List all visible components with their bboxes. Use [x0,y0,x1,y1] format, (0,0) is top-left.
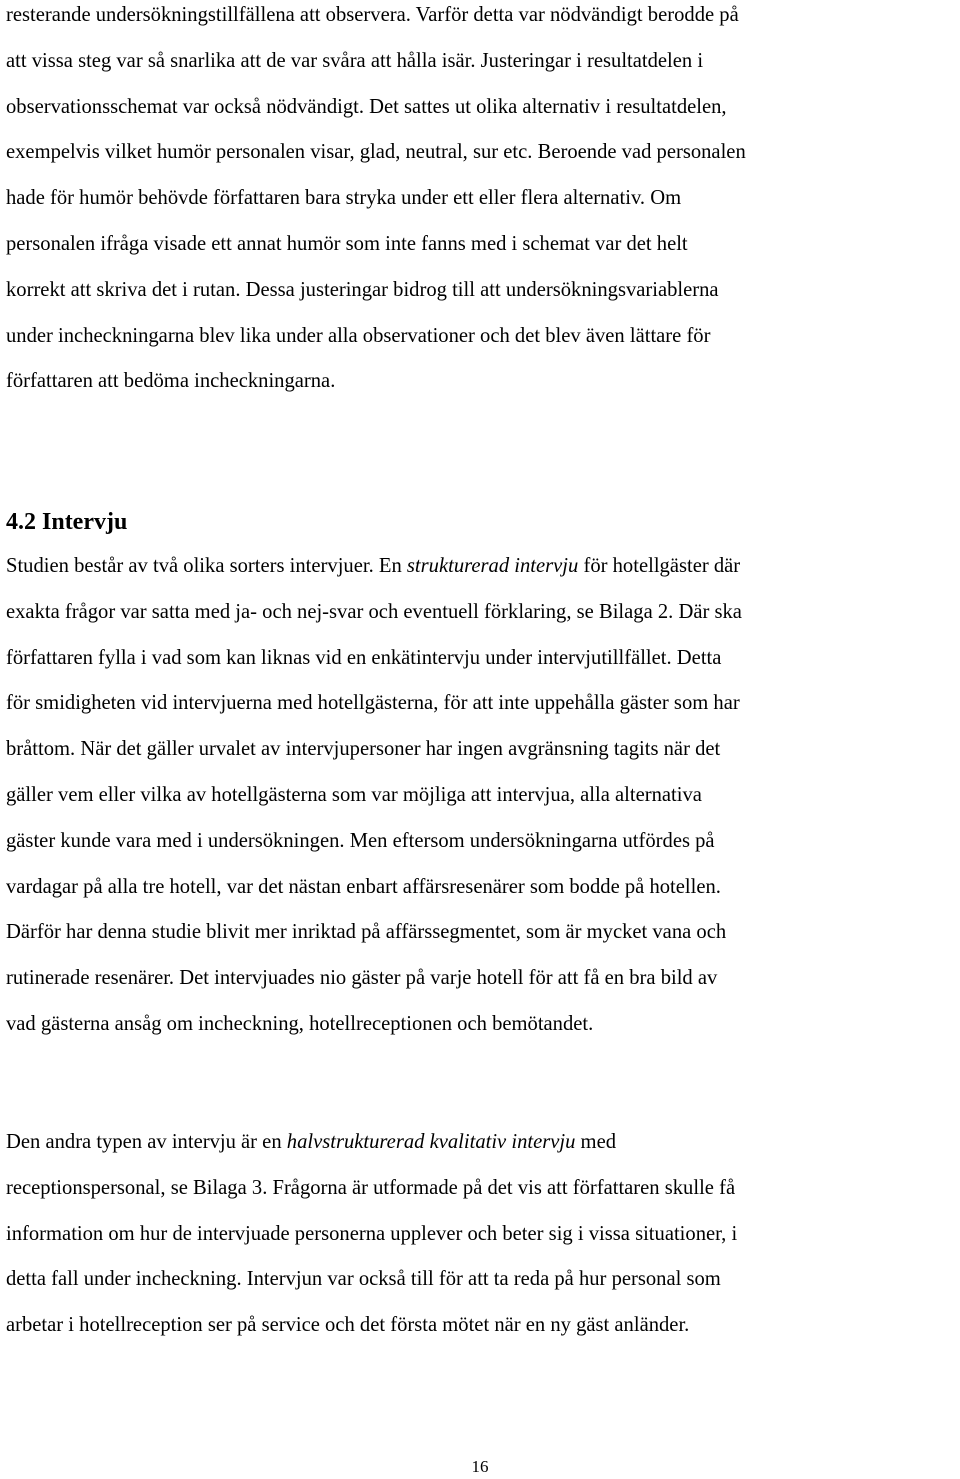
text-line: information om hur de intervjuade personerna upplever och beter sig i vissa situationer, i [6,1222,738,1245]
emphasis-term: strukturerad intervju [406,555,579,577]
text-line: för smidigheten vid intervjuerna med hotellgästerna, för att inte uppehålla gäster som har [6,692,740,715]
text-line [6,1120,954,1166]
section-heading: 4.2 Intervju [6,509,128,535]
text-line: rutinerade resenärer. Det intervjuades nio gäster på varje hotell för att få en bra bild av [6,967,718,990]
text-line: författaren att bedöma incheckningarna. [6,370,336,393]
text-line: receptionspersonal, se Bilaga 3. Frågorna är utformade på det vis att författaren skulle få [6,1176,736,1199]
text-line: Därför har denna studie blivit mer inriktad på affärssegmentet, som är mycket vana och [6,921,727,944]
text-line: personalen ifråga visade ett annat humör som inte fanns med i schemat var det helt [6,232,688,255]
text-run: med [575,1131,617,1153]
emphasis-term: halvstrukturerad kvalitativ intervju [286,1131,576,1153]
text-line: gäller vem eller vilka av hotellgästerna som var möjliga att intervjua, alla alternativa [6,783,702,806]
paragraph-observation-adjustments [6,0,954,405]
text-line: korrekt att skriva det i rutan. Dessa justeringar bidrog till att undersökningsvariablerna [6,278,719,301]
text-run: för hotellgäster där [578,555,741,577]
text-line: gäster kunde vara med i undersökningen. Men eftersom undersökningarna utfördes på [6,829,715,852]
text-line: författaren fylla i vad som kan liknas vid en enkätintervju under intervjutillfället. Detta [6,646,722,669]
text-line: detta fall under incheckning. Intervjun var också till för att ta reda på hur personal som [6,1268,721,1291]
text-line [6,544,954,590]
text-run: Studien består av två olika sorters intervjuer. En [6,555,407,577]
text-run: Den andra typen av intervju är en [6,1131,287,1153]
text-line: vad gästerna ansåg om incheckning, hotellreceptionen och bemötandet. [6,1012,594,1035]
text-line: vardagar på alla tre hotell, var det nästan enbart affärsresenärer som bodde på hotellen. [6,875,721,898]
paragraph-semi-structured-interview [6,1120,954,1349]
paragraph-structured-interview [6,544,954,1048]
text-line: arbetar i hotellreception ser på service och det första mötet när en ny gäst anländer. [6,1314,690,1337]
text-line: exakta frågor var satta med ja- och nej-svar och eventuell förklaring, se Bilaga 2. Där ska [6,600,742,623]
page-number: 16 [471,1457,489,1476]
text-line: under incheckningarna blev lika under alla observationer och det blev även lättare för [6,324,711,347]
text-line: observationsschemat var också nödvändigt. Det sattes ut olika alternativ i resultatdelen, [6,95,727,118]
text-line: bråttom. När det gäller urvalet av intervjupersoner har ingen avgränsning tagits när det [6,738,721,761]
text-line: att vissa steg var så snarlika att de var svåra att hålla isär. Justeringar i resultatdelen i [6,49,704,72]
text-line: exempelvis vilket humör personalen visar, glad, neutral, sur etc. Beroende vad personalen [6,141,746,164]
text-line: hade för humör behövde författaren bara stryka under ett eller flera alternativ. Om [6,187,682,210]
text-line: resterande undersökningstillfällena att observera. Varför detta var nödvändigt berodde på [6,4,739,26]
